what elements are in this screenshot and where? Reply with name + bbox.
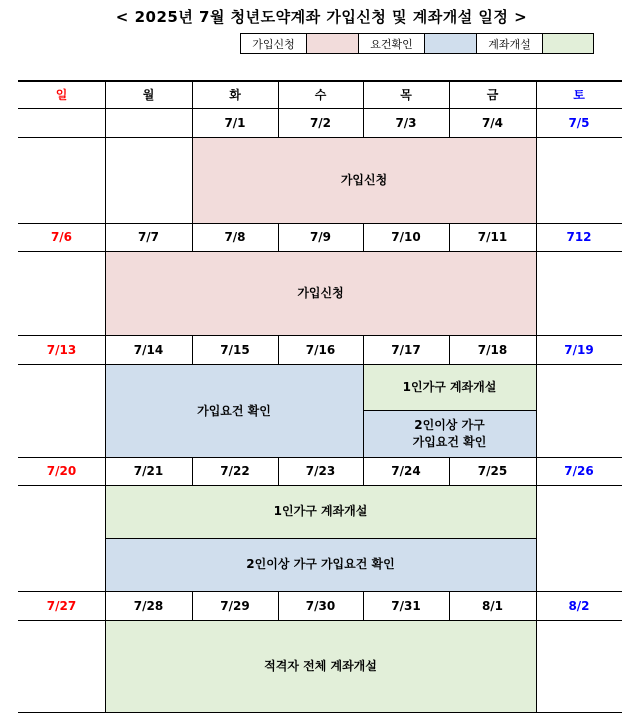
date-cell-saturday: 8/2 bbox=[568, 599, 590, 613]
grid-line bbox=[192, 457, 193, 485]
event-apply-week1: 가입신청 bbox=[192, 138, 536, 223]
grid-line bbox=[18, 485, 622, 486]
date-cell: 7/18 bbox=[477, 343, 508, 357]
grid-line bbox=[449, 81, 450, 109]
date-cell: 7/30 bbox=[305, 599, 336, 613]
date-cell: 7/29 bbox=[220, 599, 250, 613]
grid-line bbox=[449, 335, 450, 365]
grid-line bbox=[363, 410, 536, 411]
grid-line bbox=[192, 108, 193, 224]
grid-line bbox=[363, 223, 364, 251]
weekday-tue: 화 bbox=[229, 88, 241, 102]
grid-line bbox=[278, 591, 279, 620]
legend-swatch-open bbox=[543, 34, 593, 53]
grid-line bbox=[363, 108, 364, 138]
date-cell: 7/16 bbox=[305, 343, 336, 357]
grid-line bbox=[536, 591, 537, 713]
grid-line bbox=[192, 81, 193, 109]
weekday-sun: 일 bbox=[55, 88, 68, 102]
grid-line bbox=[278, 223, 279, 251]
grid-line bbox=[105, 108, 106, 224]
grid-line bbox=[192, 591, 193, 620]
legend-label-apply: 가입신청 bbox=[241, 34, 307, 53]
grid-line bbox=[536, 223, 537, 336]
grid-line bbox=[363, 457, 364, 485]
date-cell: 8/1 bbox=[481, 599, 504, 613]
grid-line bbox=[18, 251, 622, 252]
grid-line bbox=[278, 335, 279, 365]
date-cell-saturday: 7/26 bbox=[564, 464, 594, 478]
date-cell-saturday: 7/5 bbox=[568, 116, 590, 130]
weekday-fri: 금 bbox=[486, 88, 499, 102]
legend-swatch-check bbox=[425, 34, 477, 53]
date-cell: 7/22 bbox=[220, 464, 250, 478]
grid-line bbox=[363, 81, 364, 109]
date-cell: 7/4 bbox=[481, 116, 504, 130]
date-cell-sunday: 7/13 bbox=[46, 343, 77, 357]
date-cell: 7/3 bbox=[395, 116, 417, 130]
grid-line bbox=[536, 335, 537, 458]
grid-line bbox=[105, 457, 106, 592]
grid-line bbox=[449, 223, 450, 251]
grid-line bbox=[278, 457, 279, 485]
grid-line bbox=[18, 591, 622, 592]
grid-line bbox=[18, 364, 622, 365]
grid-line bbox=[105, 591, 106, 713]
date-cell: 7/15 bbox=[220, 343, 250, 357]
date-cell: 7/23 bbox=[305, 464, 336, 478]
grid-line bbox=[18, 80, 622, 82]
grid-line bbox=[105, 223, 106, 336]
grid-line bbox=[18, 457, 622, 458]
page-title: < 2025년 7월 청년도약계좌 가입신청 및 계좌개설 일정 > bbox=[115, 8, 528, 26]
weekday-wed: 수 bbox=[314, 88, 327, 102]
grid-line bbox=[192, 335, 193, 365]
date-cell: 7/25 bbox=[477, 464, 508, 478]
grid-line bbox=[18, 137, 622, 138]
grid-line bbox=[18, 335, 622, 336]
date-cell-saturday: 7/19 bbox=[564, 343, 594, 357]
event-open-all-week5: 적격자 전체 계좌개설 bbox=[105, 620, 536, 712]
event-check-multi-line2: 가입요건 확인 bbox=[412, 434, 487, 449]
grid-line bbox=[536, 81, 537, 109]
grid-line bbox=[105, 538, 536, 539]
grid-line bbox=[278, 108, 279, 138]
event-apply-week2: 가입신청 bbox=[105, 251, 536, 335]
grid-line bbox=[18, 223, 622, 224]
weekday-mon: 월 bbox=[142, 88, 155, 102]
event-open-single-week3: 1인가구 계좌개설 bbox=[363, 365, 536, 410]
grid-line bbox=[105, 335, 106, 458]
date-cell-saturday: 712 bbox=[566, 230, 592, 244]
date-cell: 7/2 bbox=[309, 116, 332, 130]
legend-swatch-apply bbox=[307, 34, 359, 53]
date-cell-sunday: 7/20 bbox=[46, 464, 77, 478]
date-cell: 7/7 bbox=[137, 230, 160, 244]
grid-line bbox=[278, 81, 279, 109]
date-cell: 7/10 bbox=[391, 230, 421, 244]
date-cell-sunday: 7/6 bbox=[50, 230, 73, 244]
date-cell: 7/24 bbox=[391, 464, 421, 478]
grid-line bbox=[18, 108, 622, 109]
event-check-multi-week4: 2인이상 가구 가입요건 확인 bbox=[105, 538, 536, 591]
grid-line bbox=[192, 223, 193, 251]
date-cell: 7/14 bbox=[133, 343, 164, 357]
event-check-multi-week3 bbox=[363, 410, 536, 457]
grid-line bbox=[449, 591, 450, 620]
grid-line bbox=[18, 712, 622, 713]
grid-line bbox=[536, 108, 537, 224]
weekday-sat: 토 bbox=[573, 88, 585, 102]
grid-line bbox=[363, 591, 364, 620]
date-cell: 7/17 bbox=[391, 343, 421, 357]
event-check-multi-line1: 2인이상 가구 bbox=[414, 417, 485, 432]
grid-line bbox=[449, 108, 450, 138]
legend bbox=[240, 33, 594, 54]
event-check-week3: 가입요건 확인 bbox=[105, 365, 363, 457]
grid-line bbox=[18, 620, 622, 621]
event-open-single-week4: 1인가구 계좌개설 bbox=[105, 485, 536, 538]
date-cell: 7/11 bbox=[477, 230, 508, 244]
legend-label-check: 요건확인 bbox=[359, 34, 425, 53]
date-cell: 7/9 bbox=[309, 230, 332, 244]
weekday-thu: 목 bbox=[400, 88, 412, 102]
grid-line bbox=[536, 457, 537, 592]
date-cell: 7/31 bbox=[391, 599, 421, 613]
date-cell: 7/8 bbox=[224, 230, 246, 244]
legend-label-open: 계좌개설 bbox=[477, 34, 543, 53]
grid-line bbox=[363, 335, 364, 458]
grid-line bbox=[105, 81, 106, 109]
date-cell: 7/1 bbox=[224, 116, 246, 130]
grid-line bbox=[449, 457, 450, 485]
date-cell: 7/21 bbox=[133, 464, 164, 478]
date-cell: 7/28 bbox=[133, 599, 164, 613]
date-cell-sunday: 7/27 bbox=[46, 599, 77, 613]
calendar-grid bbox=[18, 81, 622, 713]
